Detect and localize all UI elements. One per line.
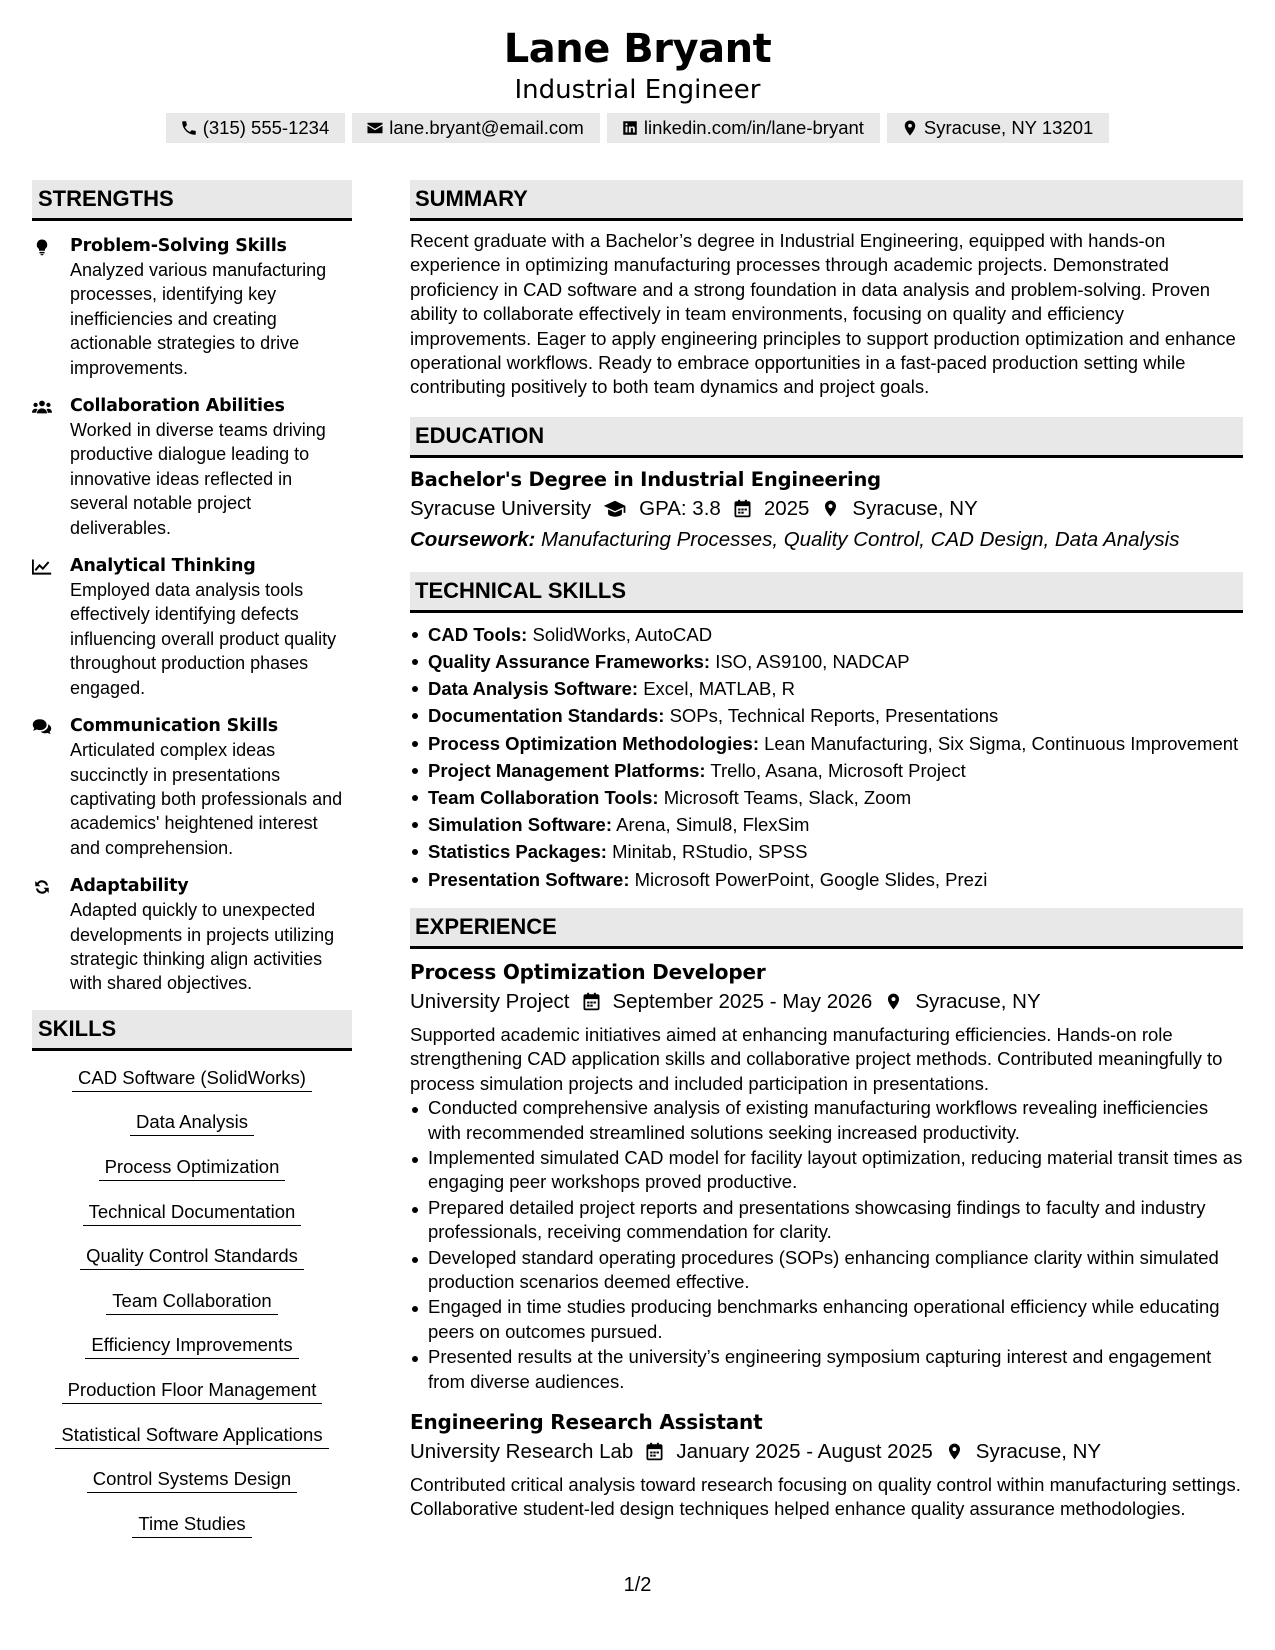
map-marker-icon	[945, 1442, 964, 1461]
calendar-icon	[582, 992, 601, 1011]
job-org: University Project	[410, 989, 570, 1013]
strength-desc: Adapted quickly to unexpected developments in projects utilizing strategic thinking align activities with shared objectives.	[70, 900, 335, 994]
job-bullet: Implemented simulated CAD model for facility layout optimization, reducing material transit times as engaging peer workshops proved productive.	[410, 1146, 1243, 1195]
skill-item: Statistical Software Applications	[55, 1423, 328, 1449]
tech-skill-item	[410, 621, 1243, 648]
job-bullet: Prepared detailed project reports and presentations showcasing findings to faculty and industry professionals, receiving commendation for clarity.	[410, 1196, 1243, 1245]
skill-item: Data Analysis	[130, 1110, 254, 1136]
page-number: 1/2	[623, 1574, 652, 1596]
tech-skill-value: Microsoft PowerPoint, Google Slides, Prezi	[634, 868, 988, 890]
job-entry	[410, 957, 1243, 1394]
tech-skill-value: SolidWorks, AutoCAD	[532, 623, 713, 645]
skill-item: Technical Documentation	[83, 1200, 302, 1226]
job-location: Syracuse, NY	[975, 1439, 1102, 1463]
strength-item	[32, 234, 352, 380]
school-name: Syracuse University	[410, 496, 592, 520]
tech-skill-value: Excel, MATLAB, R	[643, 678, 796, 700]
resume-header	[0, 22, 1275, 106]
tech-skill-item	[410, 838, 1243, 865]
strength-item	[32, 714, 352, 860]
experience-heading: EXPERIENCE	[410, 908, 1243, 949]
job-bullet: Conducted comprehensive analysis of existing manufacturing workflows revealing inefficiencies with recommended streamlined solutions seeking increased productivity.	[410, 1096, 1243, 1145]
tech-skill-item	[410, 648, 1243, 675]
strength-desc: Employed data analysis tools effectively identifying defects influencing overall product quality throughout production phases engaged.	[70, 580, 337, 698]
job-meta	[410, 987, 1243, 1017]
right-column	[410, 180, 1243, 1522]
contact-phone[interactable]	[166, 113, 346, 143]
map-marker-icon	[901, 119, 919, 137]
chart-line-icon	[32, 558, 52, 576]
candidate-title: Industrial Engineer	[514, 75, 761, 105]
map-marker-icon	[821, 499, 840, 518]
tech-skill-value: Lean Manufacturing, Six Sigma, Continuous Improvement	[764, 732, 1239, 754]
linkedin-icon	[621, 119, 639, 137]
job-summary: Contributed critical analysis toward research focusing on quality control within manufacturing settings. Collaborative student-led design techniques helped enhance quality assurance methodologies.	[410, 1473, 1241, 1520]
sync-icon	[32, 878, 52, 896]
job-bullet: Engaged in time studies producing benchmarks enhancing operational efficiency while educating peers on outcomes pursued.	[410, 1295, 1243, 1344]
contact-bar	[0, 113, 1275, 143]
location-text: Syracuse, NY 13201	[923, 117, 1094, 138]
tech-skill-value: SOPs, Technical Reports, Presentations	[669, 705, 999, 727]
contact-linkedin[interactable]	[607, 113, 880, 143]
linkedin-text: linkedin.com/in/lane-bryant	[643, 117, 864, 138]
job-dates: January 2025 - August 2025	[676, 1439, 933, 1463]
skill-item: Production Floor Management	[62, 1378, 323, 1404]
coursework	[410, 524, 1243, 555]
left-column	[32, 180, 352, 1556]
strengths-heading: STRENGTHS	[32, 180, 352, 221]
tech-skill-item	[410, 784, 1243, 811]
skill-item: Quality Control Standards	[80, 1244, 304, 1270]
lightbulb-icon	[32, 238, 52, 256]
coursework-list: Manufacturing Processes, Quality Control, CAD Design, Data Analysis	[541, 527, 1180, 551]
strength-title: Analytical Thinking	[70, 556, 256, 577]
job-entry	[410, 1407, 1243, 1522]
skills-list	[32, 1066, 352, 1538]
users-icon	[32, 398, 52, 416]
tech-skill-label: Statistics Packages:	[428, 841, 607, 863]
skill-item: Control Systems Design	[87, 1467, 297, 1493]
skill-item: Team Collaboration	[106, 1289, 277, 1315]
tech-skill-label: Data Analysis Software:	[428, 678, 639, 700]
strengths-list	[32, 234, 352, 996]
tech-skill-value: Trello, Asana, Microsoft Project	[710, 759, 966, 781]
strength-desc: Analyzed various manufacturing processes, identifying key inefficiencies and creating actionable strategies to drive improvements.	[70, 260, 327, 378]
job-bullets	[410, 1096, 1243, 1394]
job-bullet: Developed standard operating procedures (SOPs) enhancing compliance clarity within simulated production scenarios deemed effective.	[410, 1246, 1243, 1295]
summary-heading: SUMMARY	[410, 180, 1243, 221]
job-location: Syracuse, NY	[915, 989, 1041, 1013]
job-title: Engineering Research Assistant	[410, 1409, 763, 1434]
education-entry	[410, 466, 1243, 555]
graduation-cap-icon	[603, 499, 627, 518]
email-text: lane.bryant@email.com	[389, 117, 584, 138]
coursework-label: Coursework:	[410, 527, 536, 551]
skill-item: Process Optimization	[99, 1155, 286, 1181]
gpa: GPA: 3.8	[639, 496, 721, 520]
tech-skill-item	[410, 866, 1243, 893]
tech-skill-label: CAD Tools:	[428, 623, 528, 645]
job-dates: September 2025 - May 2026	[612, 989, 873, 1013]
job-title: Process Optimization Developer	[410, 959, 766, 984]
phone-icon	[180, 119, 198, 137]
phone-text: (315) 555-1234	[202, 117, 330, 138]
map-marker-icon	[884, 992, 903, 1011]
calendar-icon	[645, 1442, 664, 1461]
tech-skill-value: Microsoft Teams, Slack, Zoom	[663, 787, 912, 809]
school-location: Syracuse, NY	[852, 496, 978, 520]
job-org: University Research Lab	[410, 1439, 634, 1463]
tech-skill-item	[410, 811, 1243, 838]
tech-skill-label: Team Collaboration Tools:	[428, 787, 659, 809]
skill-item: CAD Software (SolidWorks)	[72, 1066, 312, 1092]
degree-title: Bachelor's Degree in Industrial Engineering	[410, 467, 881, 491]
strength-item	[32, 554, 352, 700]
tech-skill-label: Project Management Platforms:	[428, 759, 706, 781]
education-meta	[410, 494, 1243, 524]
tech-skill-label: Quality Assurance Frameworks:	[428, 651, 711, 673]
comments-icon	[32, 718, 52, 736]
summary-text: Recent graduate with a Bachelor’s degree in Industrial Engineering, equipped with hands-on experience in optimizing manufacturing processes through academic projects. Demonstrated proficiency in CAD software and a strong foundation in data analysis and problem-solving. Proven ability to collaborate effectively in team environments, focusing on quality and efficiency improvements. Eager to apply engineering principles to support production optimization and enhance operational workflows. Ready to embrace opportunities in a fast-paced production setting while contributing positively to both team dynamics and project goals.	[410, 230, 1236, 398]
graduation-year: 2025	[763, 496, 810, 520]
skill-item: Efficiency Improvements	[85, 1333, 298, 1359]
contact-location	[887, 113, 1109, 143]
candidate-name: Lane Bryant	[503, 26, 772, 72]
tech-skill-label: Simulation Software:	[428, 814, 612, 836]
envelope-icon	[366, 119, 384, 137]
skills-heading: SKILLS	[32, 1010, 352, 1051]
job-bullet: Presented results at the university’s engineering symposium capturing interest and engagement from diverse audiences.	[410, 1345, 1243, 1394]
tech-skill-label: Documentation Standards:	[428, 705, 665, 727]
tech-skill-label: Process Optimization Methodologies:	[428, 732, 759, 754]
strength-title: Communication Skills	[70, 716, 279, 737]
strength-title: Problem-Solving Skills	[70, 236, 287, 256]
skill-item: Time Studies	[132, 1512, 251, 1538]
tech-skill-value: Minitab, RStudio, SPSS	[612, 841, 808, 863]
contact-email[interactable]	[352, 113, 600, 143]
tech-skill-item	[410, 702, 1243, 729]
tech-skill-item	[410, 730, 1243, 757]
tech-skill-label: Presentation Software:	[428, 868, 630, 890]
tech-skill-value: Arena, Simul8, FlexSim	[616, 814, 810, 836]
strength-title: Collaboration Abilities	[70, 396, 285, 417]
technical-skills-list	[410, 621, 1243, 893]
technical-skills-heading: TECHNICAL SKILLS	[410, 572, 1243, 613]
tech-skill-item	[410, 757, 1243, 784]
job-meta	[410, 1437, 1243, 1467]
education-heading: EDUCATION	[410, 417, 1243, 458]
tech-skill-value: ISO, AS9100, NADCAP	[715, 651, 910, 673]
job-summary: Supported academic initiatives aimed at enhancing manufacturing efficiencies. Hands-on role strengthening CAD application skills and collaborative project methods. Contributed meaningfully to process simulation projects and included participation in presentations.	[410, 1023, 1223, 1094]
strength-title: Adaptability	[70, 876, 189, 897]
tech-skill-item	[410, 675, 1243, 702]
calendar-icon	[733, 499, 752, 518]
strength-item	[32, 874, 352, 996]
strength-desc: Articulated complex ideas succinctly in presentations captivating both professionals and academics' heightened interest and comprehension.	[70, 740, 343, 858]
strength-item	[32, 394, 352, 540]
strength-desc: Worked in diverse teams driving productive dialogue leading to innovative ideas reflected in several notable project deliverables.	[70, 420, 326, 538]
